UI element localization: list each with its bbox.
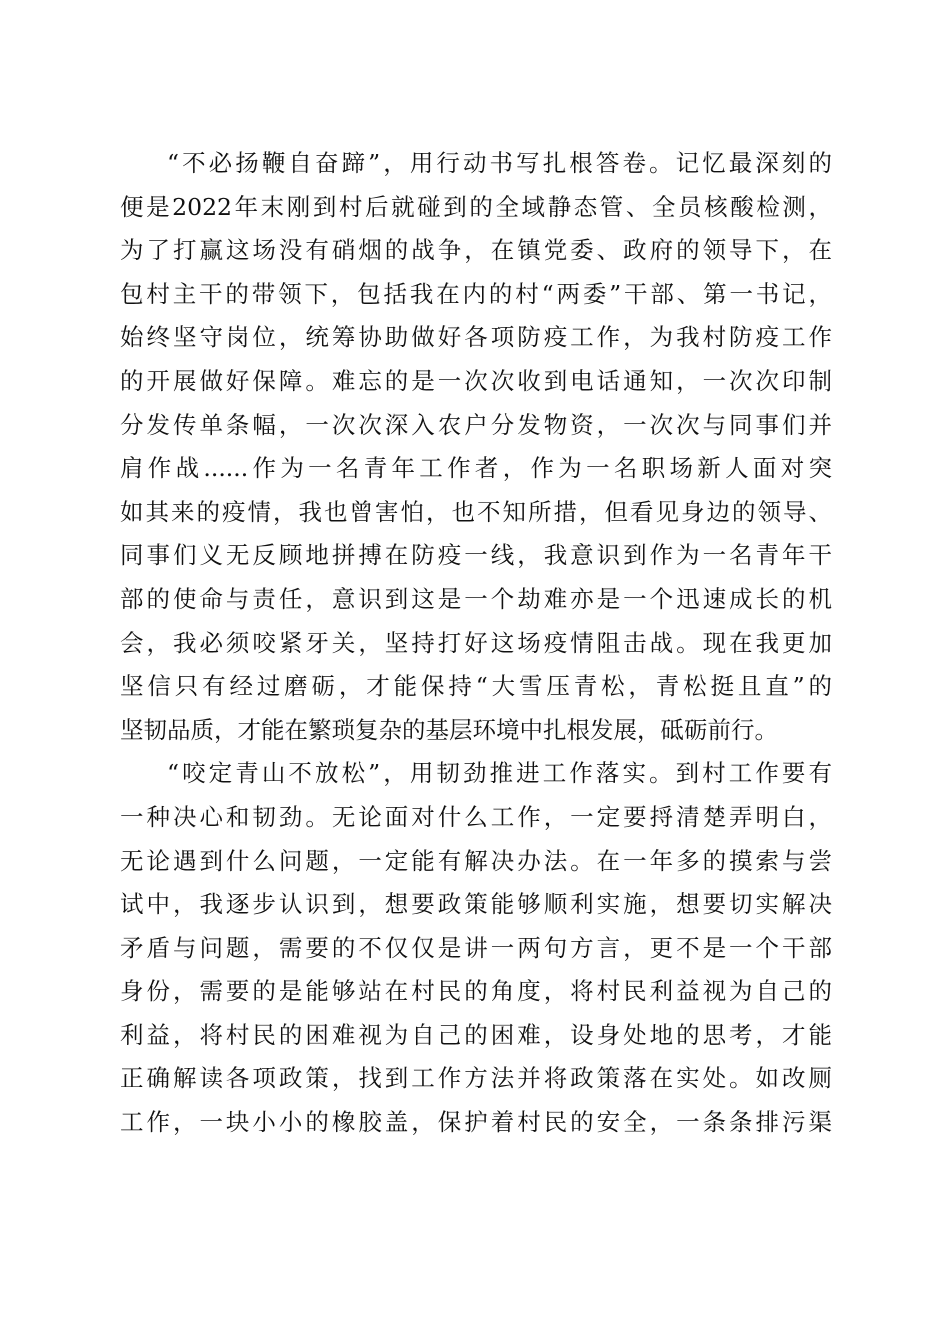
paragraph-2-line-1: “咬定青山不放松”，用韧劲推进工作落实。到村工作要有 — [167, 759, 832, 788]
paragraph-2-line-6: 身份，需要的是能够站在村民的角度，将村民利益视为自己的 — [120, 977, 832, 1006]
paragraph-1-line-4: 包村主干的带领下，包括我在内的村“两委”干部、第一书记， — [120, 279, 832, 308]
paragraph-2-line-4: 试中，我逐步认识到，想要政策能够顺利实施，想要切实解决 — [120, 890, 832, 919]
paragraph-1-line-13: 坚信只有经过磨砺，才能保持“大雪压青松，青松挺且直”的 — [120, 672, 832, 701]
paragraph-1-line-3: 为了打赢这场没有硝烟的战争，在镇党委、政府的领导下，在 — [120, 236, 832, 265]
paragraph-2-line-9: 工作，一块小小的橡胶盖，保护着村民的安全，一条条排污渠 — [120, 1108, 832, 1137]
paragraph-1-line-2: 便是2022年末刚到村后就碰到的全域静态管、全员核酸检测， — [120, 192, 832, 221]
paragraph-1-line-11: 部的使命与责任，意识到这是一个劫难亦是一个迅速成长的机 — [120, 584, 832, 613]
paragraph-2-line-5: 矛盾与问题，需要的不仅仅是讲一两句方言，更不是一个干部 — [120, 933, 832, 962]
paragraph-2-line-8: 正确解读各项政策，找到工作方法并将政策落在实处。如改厕 — [120, 1064, 832, 1093]
paragraph-1-line-10: 同事们义无反顾地拼搏在防疫一线，我意识到作为一名青年干 — [120, 541, 832, 570]
paragraph-1-line-8: 肩作战......作为一名青年工作者，作为一名职场新人面对突 — [120, 454, 832, 483]
paragraph-1-line-1: “不必扬鞭自奋蹄”，用行动书写扎根答卷。记忆最深刻的 — [167, 149, 832, 177]
paragraph-1-line-14: 坚韧品质，才能在繁琐复杂的基层环境中扎根发展，砥砺前行。 — [120, 715, 778, 744]
paragraph-1-line-7: 分发传单条幅，一次次深入农户分发物资，一次次与同事们并 — [120, 410, 832, 439]
paragraph-1-line-12: 会，我必须咬紧牙关，坚持打好这场疫情阻击战。现在我更加 — [120, 628, 832, 657]
paragraph-1-line-6: 的开展做好保障。难忘的是一次次收到电话通知，一次次印制 — [120, 366, 832, 395]
paragraph-2-line-3: 无论遇到什么问题，一定能有解决办法。在一年多的摸索与尝 — [120, 846, 832, 875]
document-body — [120, 142, 832, 1145]
paragraph-1-line-9: 如其来的疫情，我也曾害怕，也不知所措，但看见身边的领导、 — [120, 497, 832, 526]
paragraph-1-line-5: 始终坚守岗位，统筹协助做好各项防疫工作，为我村防疫工作 — [120, 323, 832, 352]
paragraph-2-line-7: 利益，将村民的困难视为自己的困难，设身处地的思考，才能 — [120, 1020, 832, 1049]
paragraph-2-line-2: 一种决心和韧劲。无论面对什么工作，一定要捋清楚弄明白， — [120, 802, 832, 831]
